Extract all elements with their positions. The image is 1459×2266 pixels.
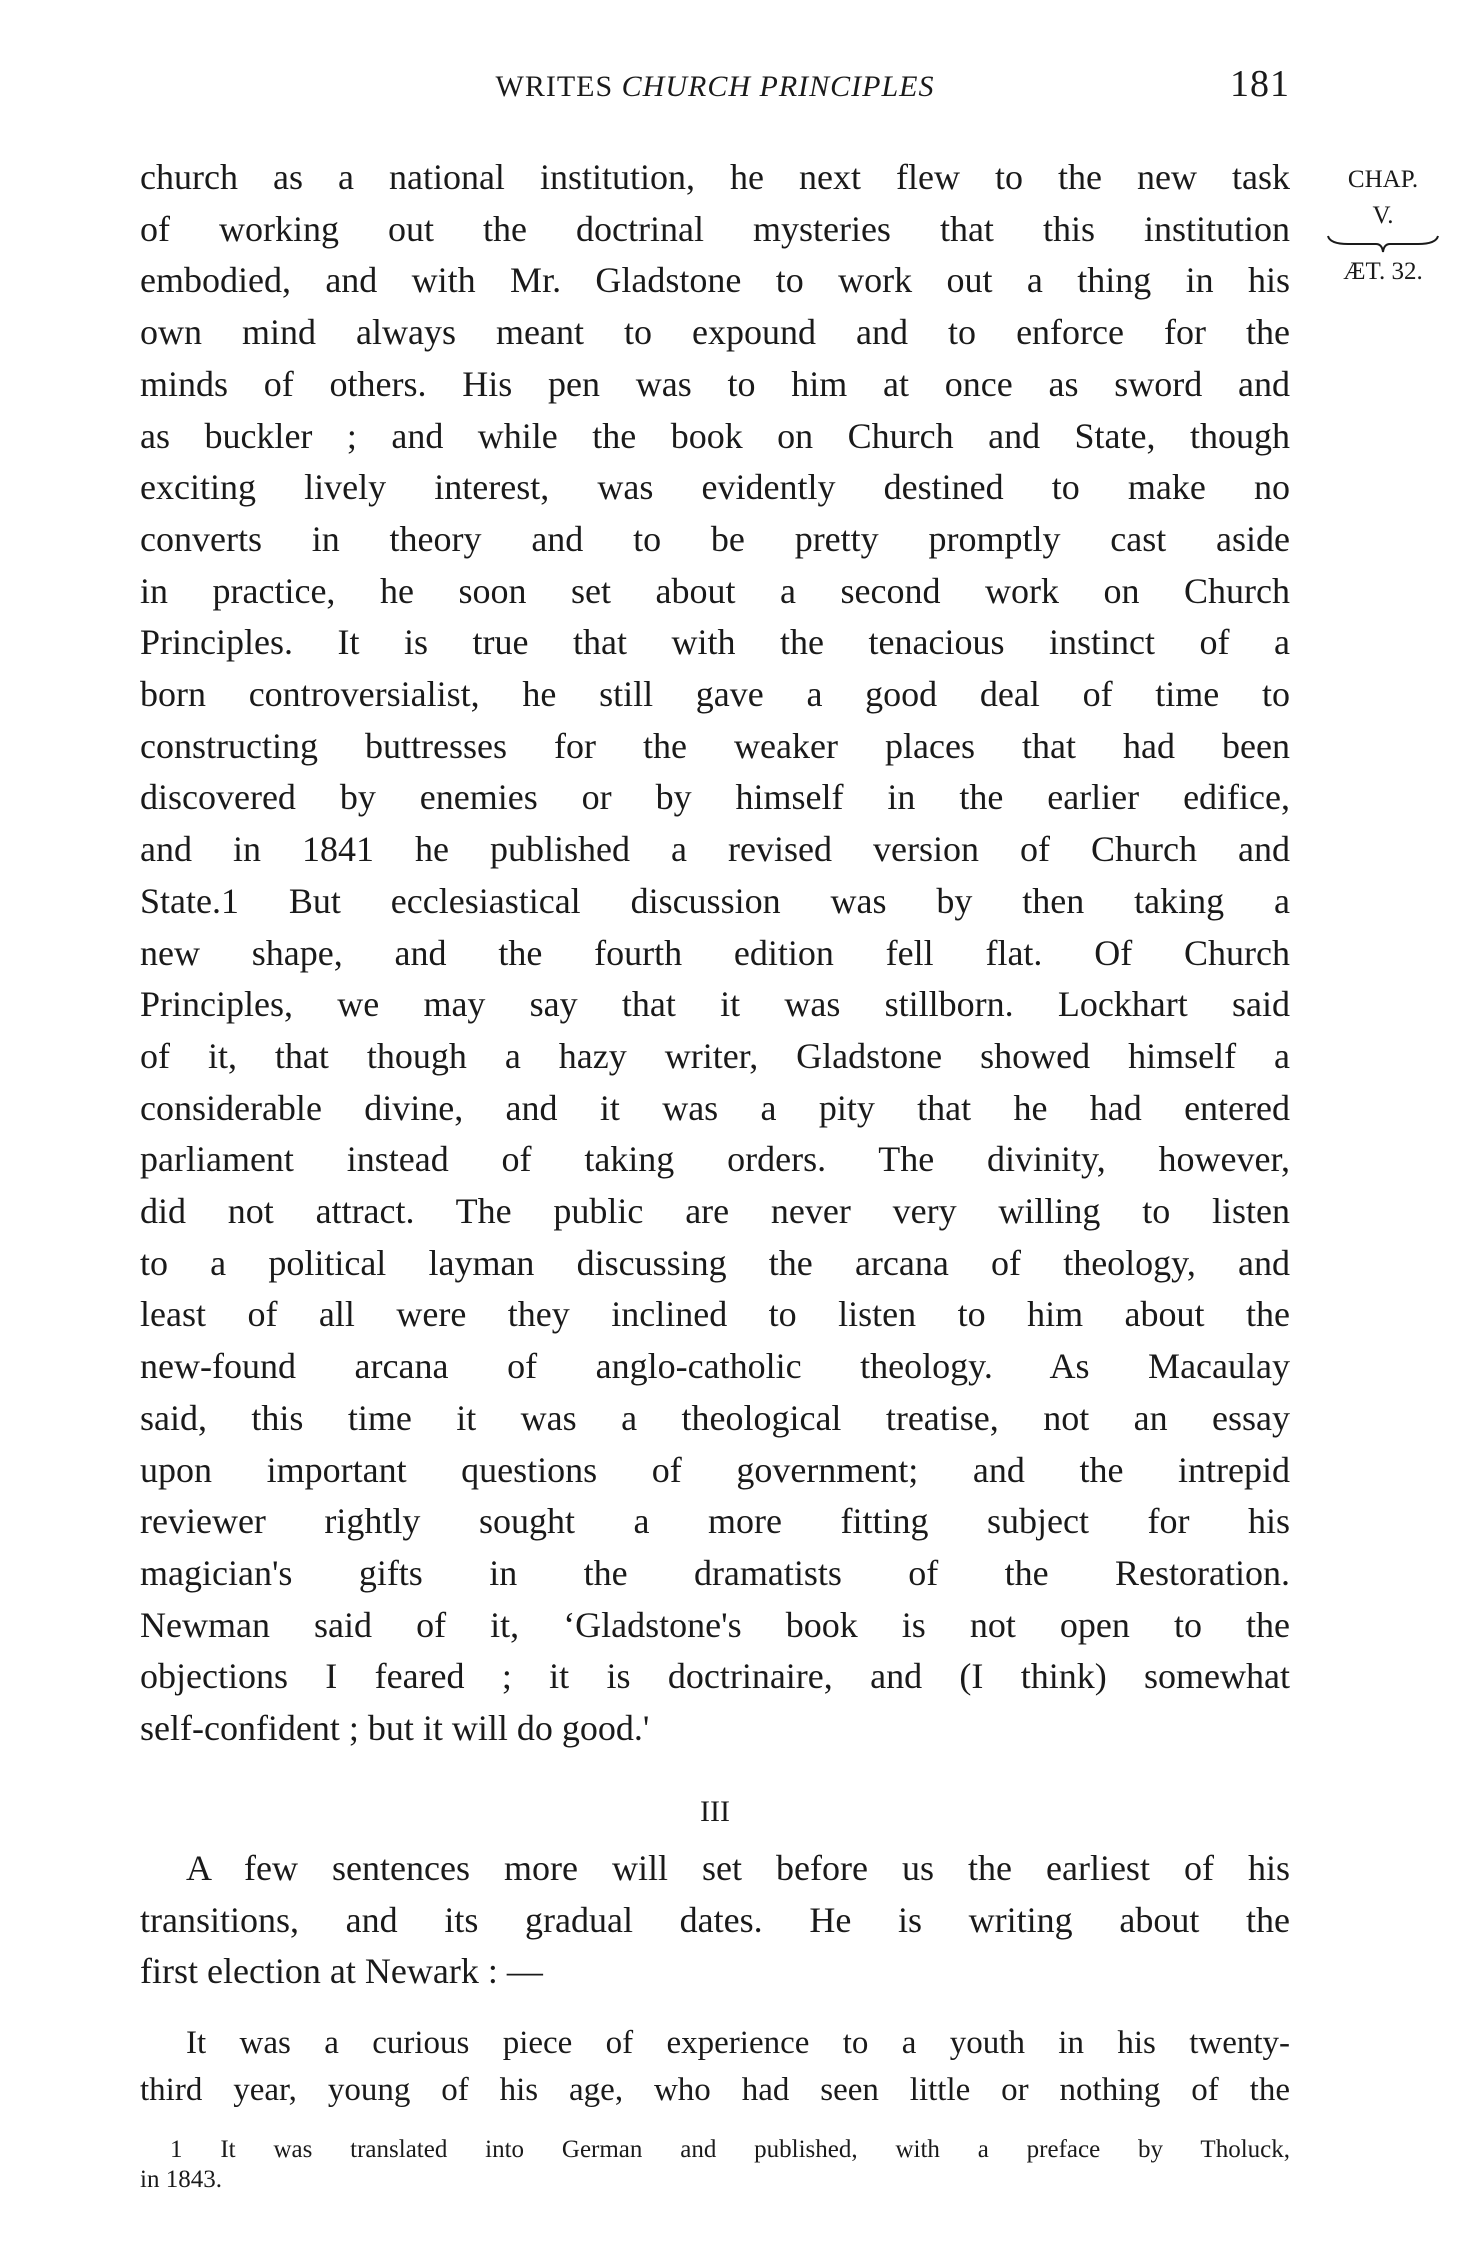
margin-chap: CHAP.: [1347, 166, 1419, 193]
text-line: discovered by enemies or by himself in the earlier edifice,: [140, 777, 1290, 818]
text-line: embodied, and with Mr. Gladstone to work out a thing in his: [140, 260, 1290, 301]
text-line: church as a national institution, he next flew to the new task: [140, 157, 1290, 197]
margin-note: [1318, 162, 1448, 290]
text-line: Newman said of it, ‘Gladstone's book is not open to the: [140, 1604, 1290, 1645]
text-line: constructing buttresses for the weaker places that had been: [140, 725, 1290, 766]
text-line: upon important questions of government; and the intrepid: [140, 1449, 1290, 1490]
text-line: born controversialist, he still gave a good deal of time to: [140, 674, 1290, 715]
text-line: least of all were they inclined to listen to him about the: [140, 1294, 1290, 1335]
text-line: new shape, and the fourth edition fell flat. Of Church: [140, 932, 1290, 973]
footnote-line: in 1843.: [140, 2166, 222, 2193]
running-head: [140, 62, 1290, 112]
paragraph-1: [140, 152, 1290, 1755]
text-line: of working out the doctrinal mysteries that this institution: [140, 208, 1290, 249]
text-line: exciting lively interest, was evidently destined to make no: [140, 467, 1290, 508]
text-line: objections I feared ; it is doctrinaire, and (I think) somewhat: [140, 1656, 1290, 1697]
text-line: reviewer rightly sought a more fitting subject for his: [140, 1501, 1290, 1542]
text-line: third year, young of his age, who had seen little or nothing of the: [140, 2072, 1290, 2108]
text-line: Principles. It is true that with the tenacious instinct of a: [140, 622, 1290, 663]
text-line: A few sentences more will set before us the earliest of his: [186, 1848, 1290, 1888]
text-line: transitions, and its gradual dates. He is writing about the: [140, 1899, 1290, 1940]
text-line: State.1 But ecclesiastical discussion was by then taking a: [140, 880, 1290, 921]
text-line: Principles, we may say that it was stillborn. Lockhart said: [140, 984, 1290, 1025]
footnote-line: 1 It was translated into German and published, with a preface by Tholuck,: [170, 2136, 1290, 2163]
text-line: own mind always meant to expound and to enforce for the: [140, 312, 1290, 353]
text-line: minds of others. His pen was to him at once as sword and: [140, 363, 1290, 404]
running-head-italic-title: CHURCH PRINCIPLES: [621, 70, 935, 103]
running-head-title: [140, 70, 1290, 104]
text-line: did not attract. The public are never very willing to listen: [140, 1191, 1290, 1232]
margin-chap-number: V.: [1372, 202, 1394, 229]
paragraph-2: [140, 1843, 1290, 1998]
text-line: parliament instead of taking orders. The divinity, however,: [140, 1139, 1290, 1180]
running-head-prefix: WRITES: [495, 70, 614, 103]
text-line: It was a curious piece of experience to a youth in his twenty-: [186, 2025, 1290, 2061]
brace-icon: [1318, 234, 1448, 254]
section-number: III: [700, 1795, 730, 1828]
text-line: to a political layman discussing the arcana of theology, and: [140, 1242, 1290, 1283]
text-line: new-found arcana of anglo-catholic theology. As Macaulay: [140, 1346, 1290, 1387]
text-line: and in 1841 he published a revised version of Church and: [140, 829, 1290, 870]
text-line: first election at Newark : —: [140, 1951, 543, 1991]
text-line: said, this time it was a theological treatise, not an essay: [140, 1397, 1290, 1438]
page-number: 181: [1230, 63, 1290, 105]
text-line: of it, that though a hazy writer, Gladstone showed himself a: [140, 1035, 1290, 1076]
text-line: magician's gifts in the dramatists of the Restoration.: [140, 1552, 1290, 1593]
text-line: in practice, he soon set about a second work on Church: [140, 570, 1290, 611]
text-line: as buckler ; and while the book on Church and State, though: [140, 415, 1290, 456]
footnote: [140, 2135, 1290, 2195]
text-line: converts in theory and to be pretty promptly cast aside: [140, 518, 1290, 559]
text-line: considerable divine, and it was a pity that he had entered: [140, 1087, 1290, 1128]
block-quote: [140, 2020, 1290, 2114]
text-line: self-confident ; but it will do good.': [140, 1708, 650, 1749]
margin-age: ÆT. 32.: [1343, 258, 1423, 285]
